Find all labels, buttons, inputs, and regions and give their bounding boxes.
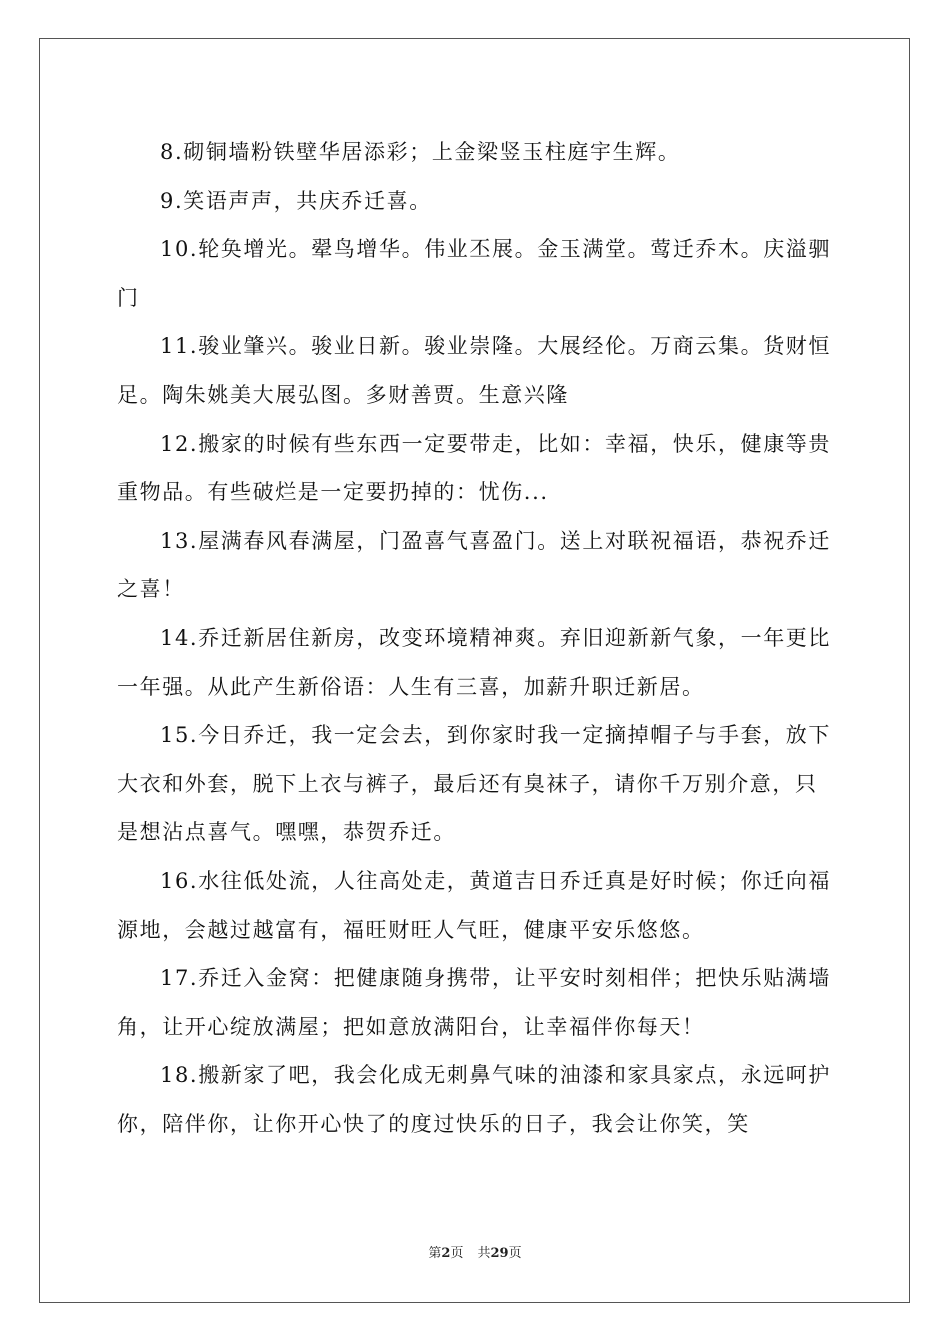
document-body [117,128,833,1148]
total-suffix: 页 [508,1246,522,1261]
paragraph-8: 8.砌铜墙粉铁壁华居添彩；上金梁竖玉柱庭宇生辉。 [160,140,681,164]
paragraph-17: 17.乔迁入金窝：把健康随身携带，让平安时刻相伴；把快乐贴满墙角，让开心绽放满屋；把如意放满阳台，让幸福伴你每天！ [117,966,831,1039]
paragraph-9: 9.笑语声声，共庆乔迁喜。 [160,188,432,213]
paragraph-14: 14.乔迁新居住新房，改变环境精神爽。弃旧迎新新气象，一年更比一年强。从此产生新俗语：人生有三喜，加薪升职迁新居。 [117,625,831,699]
total-pages: 29 [490,1246,509,1261]
paragraph-18: 18.搬新家了吧，我会化成无刺鼻气味的油漆和家具家点，永远呵护你，陪伴你，让你开心快了的度过快乐的日子，我会让你笑，笑 [117,1063,831,1136]
paragraph-11: 11.骏业肇兴。骏业日新。骏业崇隆。大展经伦。万商云集。货财恒足。陶朱姚美大展弘图。多财善贾。生意兴隆 [117,334,831,407]
paragraph-12: 12.搬家的时候有些东西一定要带走，比如：幸福，快乐，健康等贵重物品。有些破烂是一定要扔掉的：忧伤... [117,431,831,505]
paragraph-13: 13.屋满春风春满屋，门盈喜气喜盈门。送上对联祝福语，恭祝乔迁之喜！ [117,528,831,602]
paragraph-15: 15.今日乔迁，我一定会去，到你家时我一定摘掉帽子与手套，放下大衣和外套，脱下上衣与裤子，最后还有臭袜子，请你千万别介意，只是想沾点喜气。嘿嘿，恭贺乔迁。 [117,723,831,845]
total-prefix: 共 [477,1246,491,1261]
page-footer [0,1245,950,1263]
paragraph-16: 16.水往低处流，人往高处走，黄道吉日乔迁真是好时候；你迁向福源地，会越过越富有，福旺财旺人气旺，健康平安乐悠悠。 [117,868,831,942]
page-prefix: 第 [428,1246,442,1261]
page-suffix: 页 [450,1246,464,1261]
page-number: 2 [441,1246,451,1261]
paragraph-10: 10.轮奂增光。翚鸟增华。伟业丕展。金玉满堂。莺迁乔木。庆溢驷门 [117,237,831,310]
